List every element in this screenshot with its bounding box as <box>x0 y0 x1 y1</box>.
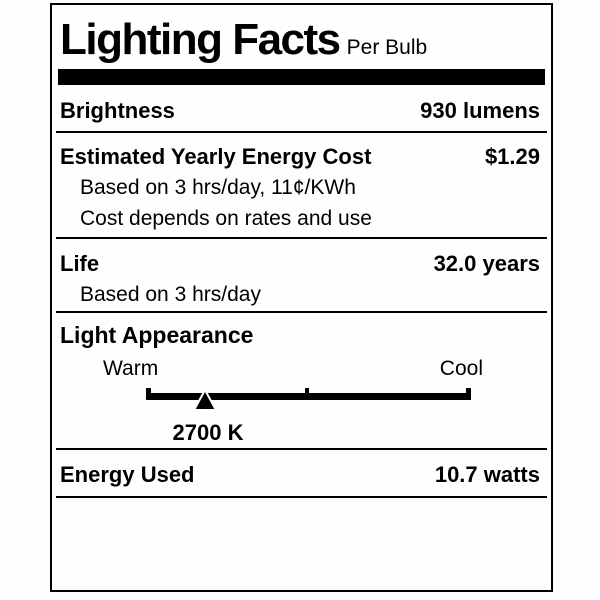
life-note-basis: Based on 3 hrs/day <box>80 283 261 306</box>
energy-cost-value: $1.29 <box>484 144 540 169</box>
life-value: 32.0 years <box>433 251 540 276</box>
energy-cost-label: Estimated Yearly Energy Cost <box>60 144 372 169</box>
label-header <box>52 5 551 69</box>
label-title: Lighting Facts <box>60 15 340 64</box>
label-subtitle: Per Bulb <box>346 36 428 59</box>
light-appearance-label: Light Appearance <box>60 322 254 348</box>
life-section <box>56 239 547 313</box>
energy-used-label: Energy Used <box>60 462 195 487</box>
energy-cost-section <box>56 133 547 239</box>
energy-cost-row <box>60 141 540 172</box>
life-row <box>60 248 540 279</box>
lighting-facts-label <box>50 3 553 592</box>
energy-used-row <box>56 450 547 498</box>
scale-endpoint-labels <box>60 358 540 380</box>
warm-label: Warm <box>103 357 159 380</box>
energy-cost-note-disclaimer: Cost depends on rates and use <box>80 207 372 230</box>
brightness-row <box>56 85 547 133</box>
brightness-value: 930 lumens <box>420 98 540 123</box>
energy-cost-note-basis: Based on 3 hrs/day, 11¢/KWh <box>80 176 356 199</box>
brightness-label: Brightness <box>60 98 175 123</box>
scale-bar <box>146 393 471 400</box>
energy-used-value: 10.7 watts <box>434 462 540 487</box>
header-separator-bar <box>58 69 545 85</box>
life-label: Life <box>60 251 100 276</box>
color-temperature-scale <box>60 388 547 412</box>
temperature-value: 2700 K <box>172 420 244 445</box>
cool-label: Cool <box>439 357 483 380</box>
light-appearance-section <box>56 313 547 450</box>
